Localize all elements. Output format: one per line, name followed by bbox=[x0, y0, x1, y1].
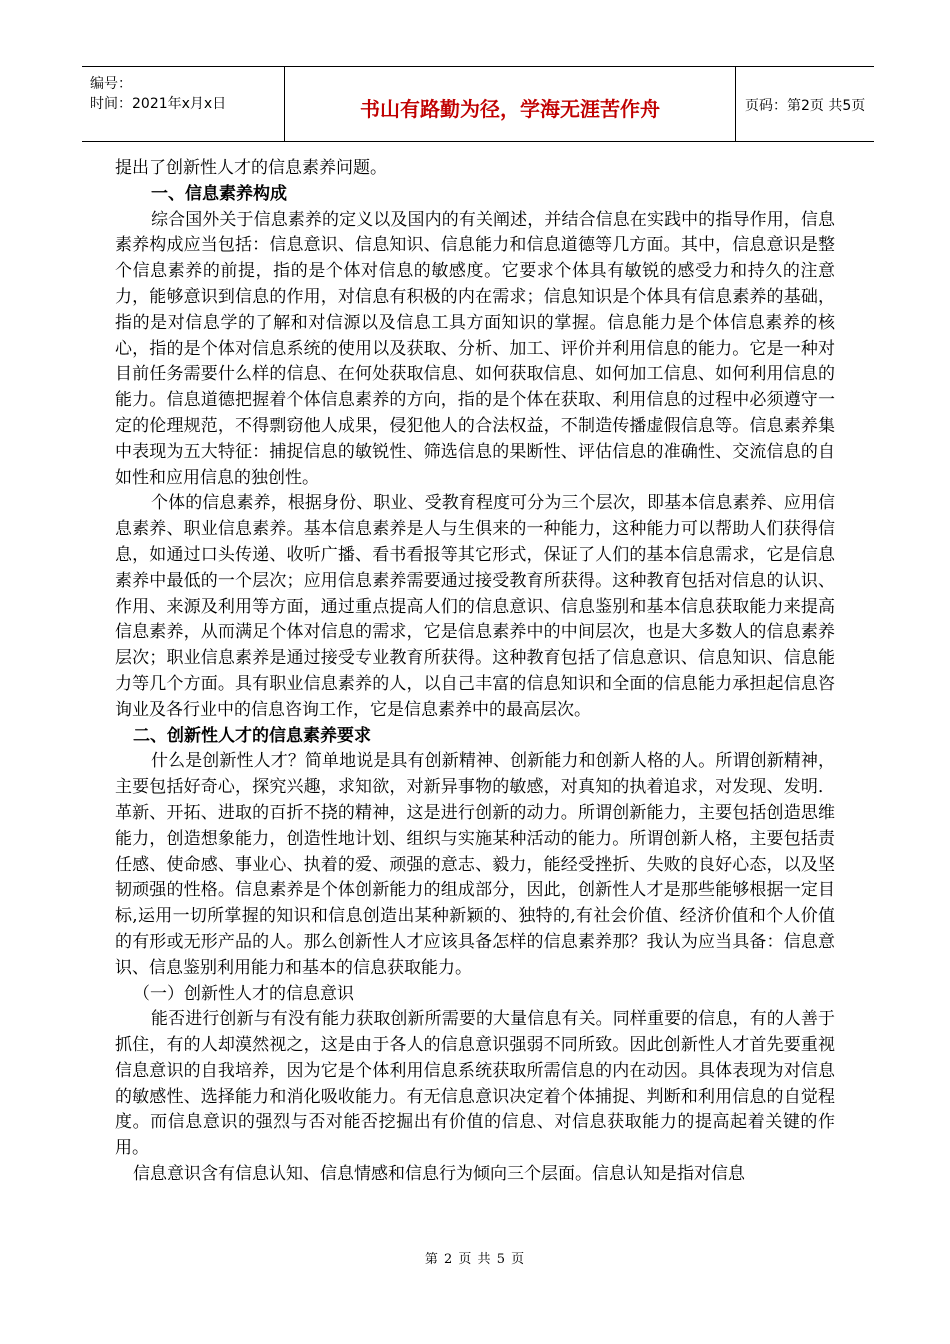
header-motto-cell bbox=[284, 67, 736, 141]
number-label: 编号： bbox=[90, 76, 132, 92]
header-left-cell bbox=[82, 67, 284, 141]
page-info: 页码：第2页 共5页 bbox=[745, 98, 866, 114]
motto-text: 书山有路勤为径，学海无涯苦作舟 bbox=[360, 97, 660, 121]
page-footer: 第 2 页 共 5 页 bbox=[424, 1252, 526, 1267]
paragraph-information-awareness: 能否进行创新与有没有能力获取创新所需要的大量信息有关。同样重要的信息，有的人善于抓住，有的人却漠然视之，这是由于各人的信息意识强弱不同所致。因此创新性人才首先要重视信息意识的自我培养，因为它是个体利用信息系统获取所需信息的内在动因。具体表现为对信息的敏感性、选择能力和消化吸收能力。有无信息意识决定着个体捕捉、判断和利用信息的自觉程度。而信息意识的强烈与否对能否挖掘出有价值的信息、对信息获取能力的提高起着关键的作用。 bbox=[115, 1009, 835, 1159]
section-heading-2: 二、创新性人才的信息素养要求 bbox=[133, 725, 371, 746]
time-label: 时间：2021年x月x日 bbox=[90, 96, 227, 112]
paragraph-continuation: 提出了创新性人才的信息素养问题。 bbox=[115, 158, 387, 178]
page-header bbox=[82, 66, 874, 142]
paragraph-awareness-levels: 信息意识含有信息认知、信息情感和信息行为倾向三个层面。信息认知是指对信息 bbox=[133, 1164, 745, 1185]
paragraph-innovative-talent: 什么是创新性人才？简单地说是具有创新精神、创新能力和创新人格的人。所谓创新精神，主要包括好奇心，探究兴趣，求知欲，对新异事物的敏感，对真知的执着追求，对发现、发明．革新、开拓、进取的百折不挠的精神，这是进行创新的动力。所谓创新能力，主要包括创造思维能力，创造想象能力，创造性地计划、组织与实施某种活动的能力。所谓创新人格，主要包括责任感、使命感、事业心、执着的爱、顽强的意志、毅力，能经受挫折、失败的良好心态，以及坚韧顽强的性格。信息素养是个体创新能力的组成部分，因此，创新性人才是那些能够根据一定目标,运用一切所掌握的知识和信息创造出某种新颖的、独特的,有社会价值、经济价值和个人价值的有形或无形产品的人。那么创新性人才应该具备怎样的信息素养那？我认为应当具备：信息意识、信息鉴别利用能力和基本的信息获取能力。 bbox=[115, 751, 835, 978]
document-body bbox=[115, 156, 835, 1188]
paragraph-composition: 综合国外关于信息素养的定义以及国内的有关阐述，并结合信息在实践中的指导作用，信息素养构成应当包括：信息意识、信息知识、信息能力和信息道德等几方面。其中，信息意识是整个信息素养的前提，指的是个体对信息的敏感度。它要求个体具有敏锐的感受力和持久的注意力，能够意识到信息的作用，对信息有积极的内在需求；信息知识是个体具有信息素养的基础，指的是对信息学的了解和对信源以及信息工具方面知识的掌握。信息能力是个体信息素养的核心，指的是个体对信息系统的使用以及获取、分析、加工、评价并利用信息的能力。它是一种对目前任务需要什么样的信息、在何处获取信息、如何获取信息、如何加工信息、如何利用信息的能力。信息道德把握着个体信息素养的方向，指的是个体在获取、利用信息的过程中必须遵守一定的伦理规范，不得剽窃他人成果，侵犯他人的合法权益，不制造传播虚假信息等。信息素养集中表现为五大特征：捕捉信息的敏锐性、筛选信息的果断性、评估信息的准确性、交流信息的自如性和应用信息的独创性。 bbox=[115, 209, 835, 488]
header-right-cell bbox=[735, 67, 874, 141]
subsection-heading-1: （一）创新性人才的信息意识 bbox=[133, 983, 354, 1004]
section-heading-1: 一、信息素养构成 bbox=[151, 183, 287, 204]
paragraph-levels: 个体的信息素养，根据身份、职业、受教育程度可分为三个层次，即基本信息素养、应用信息素养、职业信息素养。基本信息素养是人与生俱来的一种能力，这种能力可以帮助人们获得信息，如通过口头传递、收听广播、看书看报等其它形式，保证了人们的基本信息需求，它是信息素养中最低的一个层次；应用信息素养需要通过接受教育所获得。这种教育包括对信息的认识、作用、来源及利用等方面，通过重点提高人们的信息意识、信息鉴别和基本信息获取能力来提高信息素养，从而满足个体对信息的需求，它是信息素养中的中间层次，也是大多数人的信息素养层次；职业信息素养是通过接受专业教育所获得。这种教育包括了信息意识、信息知识、信息能力等几个方面。具有职业信息素养的人，以自己丰富的信息知识和全面的信息能力承担起信息咨询业及各行业中的信息咨询工作，它是信息素养中的最高层次。 bbox=[115, 493, 835, 720]
